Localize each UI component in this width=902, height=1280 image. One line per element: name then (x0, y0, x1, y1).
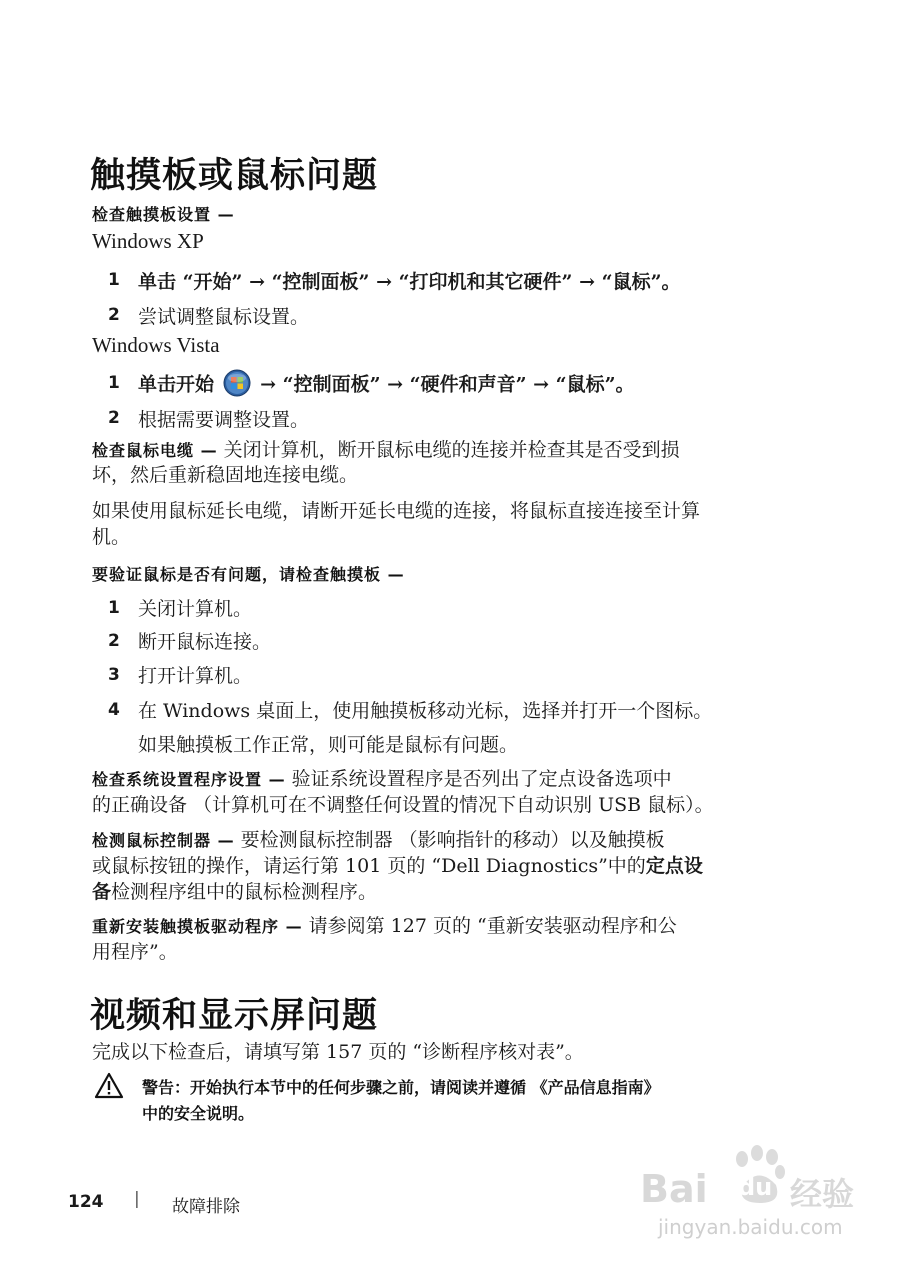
verify-mouse-heading: 要验证鼠标是否有问题，请检查触摸板 — (92, 565, 405, 584)
xp-step-1-text: 单击 “开始” → “控制面板” → “打印机和其它硬件” → “鼠标”。 (138, 271, 681, 293)
watermark-logo-jingyan: 经验 (790, 1175, 855, 1213)
page-number: 124 (68, 1192, 104, 1212)
watermark-logo-du: du (738, 1173, 773, 1201)
vista-step-2-text: 根据需要调整设置。 (138, 409, 310, 431)
footer-chapter: 故障排除 (172, 1197, 240, 1217)
test-controller-line-2 (92, 852, 703, 880)
video-intro: 完成以下检查后，请填写第 157 页的 “诊断程序核对表”。 (92, 1041, 584, 1063)
test-controller-line-1 (92, 826, 665, 855)
section-title-touchpad: 触摸板或鼠标问题 (90, 156, 379, 196)
test-controller-text-3a: 备 (92, 881, 112, 903)
check-cable-text-1: 关闭计算机，断开鼠标电缆的连接并检查其是否受到损 (217, 439, 680, 461)
check-setup-line-2: 的正确设备 （计算机可在不调整任何设置的情况下自动识别 USB 鼠标）。 (92, 794, 714, 816)
reinstall-lead: 重新安装触摸板驱动程序 — (92, 917, 303, 936)
extension-para-line-1: 如果使用鼠标延长电缆，请断开延长电缆的连接，将鼠标直接连接至计算 (92, 500, 701, 522)
verify-step-4-number: 4 (108, 700, 120, 720)
reinstall-line-2: 用程序”。 (92, 941, 178, 963)
check-setup-lead: 检查系统设置程序设置 — (92, 770, 286, 789)
verify-step-2-number: 2 (108, 631, 120, 651)
watermark-logo-bai: Bai (640, 1167, 708, 1211)
watermark-url: jingyan.baidu.com (658, 1215, 843, 1239)
test-controller-text-3b: 检测程序组中的鼠标检测程序。 (111, 881, 378, 903)
reinstall-line-1 (92, 912, 677, 941)
extension-para-line-2: 机。 (92, 526, 131, 548)
verify-step-1-text: 关闭计算机。 (138, 598, 253, 620)
verify-step-2-text: 断开鼠标连接。 (138, 631, 272, 653)
windows-start-orb-icon (223, 369, 251, 402)
baidu-jingyan-watermark (640, 1145, 870, 1245)
baidu-paw-icon (730, 1145, 790, 1214)
verify-note: 如果触摸板工作正常，则可能是鼠标有问题。 (138, 734, 519, 756)
verify-step-3-number: 3 (108, 665, 120, 685)
footer-separator: | (134, 1189, 140, 1209)
test-controller-text-2b: 定点设 (645, 855, 703, 877)
test-controller-lead: 检测鼠标控制器 — (92, 831, 235, 850)
test-controller-text-1: 要检测鼠标控制器 （影响指针的移动）以及触摸板 (234, 829, 665, 851)
test-controller-text-2a: 或鼠标按钮的操作，请运行第 101 页的 “Dell Diagnostics”中的 (92, 855, 646, 877)
xp-step-1-number: 1 (108, 270, 120, 290)
warning-line-2: 中的安全说明。 (142, 1104, 255, 1123)
vista-step-2-number: 2 (108, 408, 120, 428)
warning-triangle-icon (94, 1072, 124, 1103)
check-cable-line-2: 坏，然后重新稳固地连接电缆。 (92, 464, 359, 486)
xp-step-2-text: 尝试调整鼠标设置。 (138, 306, 310, 328)
check-setup-text-1: 验证系统设置程序是否列出了定点设备选项中 (285, 768, 672, 790)
check-cable-lead: 检查鼠标电缆 — (92, 441, 218, 460)
check-touchpad-settings-heading: 检查触摸板设置 — (92, 205, 235, 224)
verify-step-3-text: 打开计算机。 (138, 665, 253, 687)
xp-step-2-number: 2 (108, 305, 120, 325)
reinstall-text-1: 请参阅第 127 页的 “重新安装驱动程序和公 (302, 915, 677, 937)
warning-line-1: 警告：开始执行本节中的任何步骤之前，请阅读并遵循 《产品信息指南》 (142, 1078, 660, 1097)
verify-step-4-text: 在 Windows 桌面上，使用触摸板移动光标，选择并打开一个图标。 (138, 700, 713, 722)
vista-step-1-suffix: → “控制面板” → “硬件和声音” → “鼠标”。 (260, 373, 635, 396)
verify-step-1-number: 1 (108, 598, 120, 618)
check-setup-line-1 (92, 765, 672, 794)
test-controller-line-3 (92, 878, 377, 906)
section-title-video: 视频和显示屏问题 (90, 996, 379, 1036)
vista-step-1-prefix: 单击开始 (138, 373, 215, 396)
vista-step-1-number: 1 (108, 373, 120, 393)
vista-step-1-text (138, 369, 635, 402)
windows-xp-label: Windows XP (92, 229, 204, 253)
windows-vista-label: Windows Vista (92, 333, 220, 357)
